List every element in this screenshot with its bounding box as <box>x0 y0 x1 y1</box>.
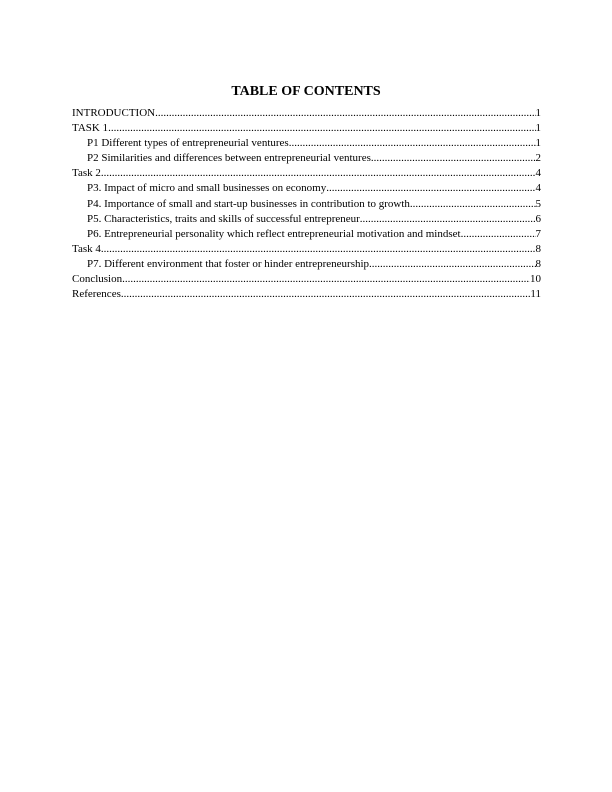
toc-entry-p3[interactable] <box>72 181 541 196</box>
toc-page-number: 1 <box>535 122 541 135</box>
toc-entry-text: P1 Different types of entrepreneurial ventures <box>87 137 289 150</box>
toc-entry-text: Task 2 <box>72 167 101 180</box>
toc-entry-p6[interactable] <box>72 227 541 242</box>
toc-entry-text: P6. Entrepreneurial personality which reflect entrepreneurial motivation and mindset <box>87 227 461 240</box>
toc-leader-dots <box>122 272 530 287</box>
toc-list <box>72 106 541 302</box>
toc-leader-dots <box>155 106 535 121</box>
toc-page-number: 4 <box>535 182 541 195</box>
toc-entry-p4[interactable] <box>72 197 541 212</box>
toc-leader-dots <box>410 197 536 212</box>
toc-page-number: 11 <box>530 288 541 301</box>
toc-entry-conclusion[interactable] <box>72 272 541 287</box>
toc-leader-dots <box>326 181 535 196</box>
toc-entry-text: INTRODUCTION <box>72 107 156 119</box>
toc-page-number: 8 <box>535 242 541 255</box>
toc-entry-text: TASK 1 <box>72 122 109 135</box>
toc-page-number: 5 <box>535 197 541 210</box>
toc-entry-text: References <box>72 288 121 301</box>
toc-leader-dots <box>108 121 535 136</box>
toc-leader-dots <box>121 287 531 302</box>
toc-entry-task-4[interactable] <box>72 242 541 257</box>
toc-entry-references[interactable] <box>72 287 541 302</box>
toc-entry-text: P7. Different environment that foster or hinder entrepreneurship <box>87 257 370 270</box>
toc-entry-text: Conclusion <box>72 273 123 286</box>
toc-page-number: 2 <box>535 152 541 165</box>
toc-entry-introduction[interactable] <box>72 106 541 121</box>
toc-entry-p7[interactable] <box>72 257 541 272</box>
toc-title: TABLE OF CONTENTS <box>231 84 381 99</box>
toc-entry-text: P2 Similarities and differences between entrepreneurial ventures <box>87 152 371 165</box>
toc-page-number: 4 <box>535 167 541 180</box>
toc-page-number: 6 <box>535 212 541 225</box>
toc-entry-p1[interactable] <box>72 136 541 151</box>
toc-entry-p2[interactable] <box>72 151 541 166</box>
toc-leader-dots <box>289 136 536 151</box>
toc-entry-text: Task 4 <box>72 242 101 255</box>
toc-leader-dots <box>461 227 536 242</box>
toc-entry-p5[interactable] <box>72 212 541 227</box>
toc-page-number: 10 <box>530 273 541 286</box>
toc-page-number: 7 <box>535 227 541 240</box>
toc-entry-text: P5. Characteristics, traits and skills of successful entrepreneur <box>87 212 360 225</box>
toc-entry-text: P4. Importance of small and start-up businesses in contribution to growth <box>87 197 410 210</box>
toc-leader-dots <box>369 257 535 272</box>
toc-entry-text: P3. Impact of micro and small businesses on economy <box>87 182 327 195</box>
toc-page-number: 1 <box>535 107 541 119</box>
toc-leader-dots <box>101 242 536 257</box>
toc-leader-dots <box>101 166 536 181</box>
toc-entry-task-2[interactable] <box>72 166 541 181</box>
toc-page-number: 8 <box>535 257 541 270</box>
toc-leader-dots <box>360 212 536 227</box>
toc-page-number: 1 <box>535 137 541 150</box>
toc-entry-task-1[interactable] <box>72 121 541 136</box>
toc-leader-dots <box>371 151 536 166</box>
